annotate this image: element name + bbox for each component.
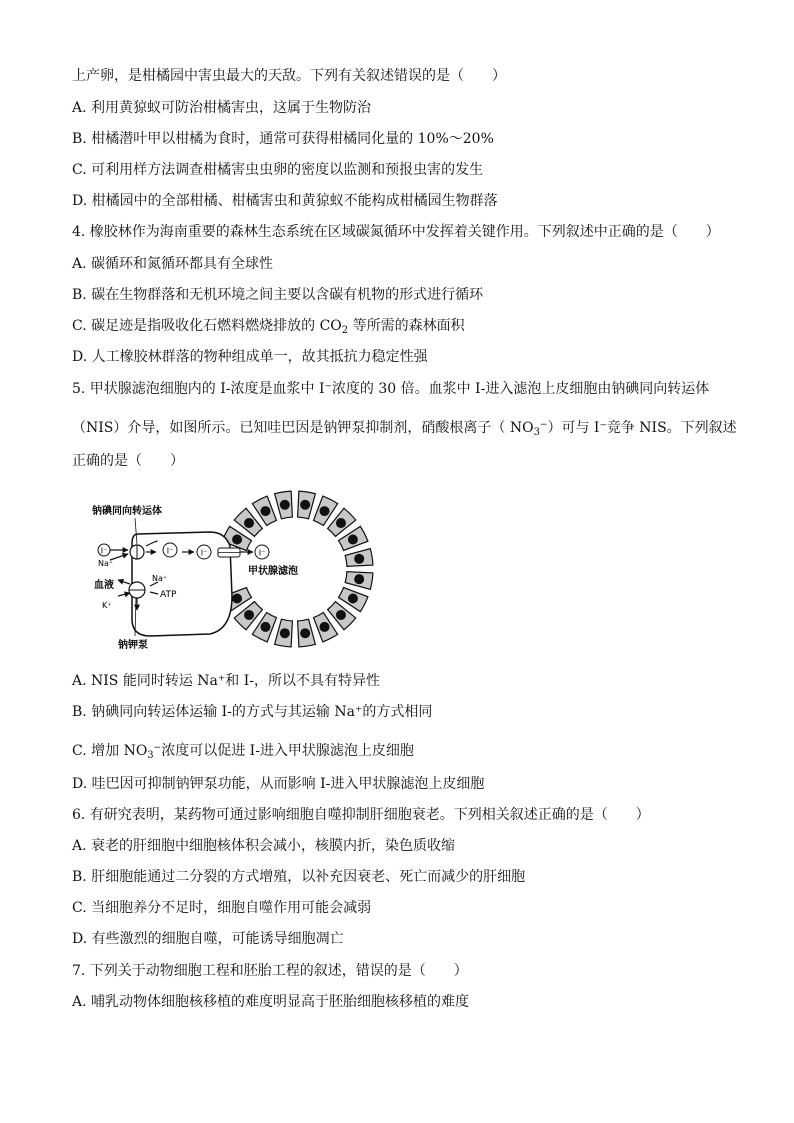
- arrow-icon: [118, 593, 130, 596]
- text-line: 上产卵，是柑橘园中害虫最大的天敌。下列有关叙述错误的是（ ）: [72, 68, 506, 84]
- superscript: −: [153, 743, 162, 753]
- epithelial-cell: [132, 532, 232, 636]
- option-c: C. 可利用样方法调查柑橘害虫虫卵的密度以监测和预报虫害的发生: [72, 162, 484, 178]
- cell-nucleus: [348, 594, 358, 604]
- question-6: 6. 有研究表明，某药物可通过影响细胞自噬抑制肝细胞衰老。下列相关叙述正确的是（ ）: [72, 807, 650, 823]
- ion-label: I⁻: [100, 546, 108, 556]
- label-nis: 钠碘同向转运体: [92, 506, 162, 517]
- label-na: Na⁺: [98, 559, 114, 568]
- cell-nucleus: [280, 500, 290, 510]
- question-5: 5. 甲状腺滤泡细胞内的 I-浓度是血浆中 I⁻浓度的 30 倍。血浆中 I-进入滤泡上皮细胞由钠碘同向转运体: [72, 381, 710, 397]
- text-segment: 浓度可以促进 I-进入甲状腺滤泡上皮细胞: [161, 743, 414, 759]
- cell-nucleus: [336, 610, 346, 620]
- text-segment: C. 增加 NO: [72, 743, 148, 759]
- cell-nucleus: [354, 574, 364, 584]
- label-na: Na⁺: [152, 574, 168, 583]
- cell-nucleus: [320, 622, 330, 632]
- cell-nucleus: [244, 518, 254, 528]
- option-a: A. 衰老的肝细胞中细胞核体积会减小，核膜内折，染色质收缩: [72, 838, 456, 854]
- text-segment: （NIS）介导，如图所示。已知哇巴因是钠钾泵抑制剂，硝酸根离子（ NO: [72, 420, 534, 436]
- arrow-icon: [118, 580, 130, 584]
- text-segment: 等所需的森林面积: [348, 318, 465, 334]
- option-d: D. 柑橘园中的全部柑橘、柑橘害虫和黄猄蚁不能构成柑橘园生物群落: [72, 193, 498, 209]
- question-4: 4. 橡胶林作为海南重要的森林生态系统在区域碳氮循环中发挥着关键作用。下列叙述中正确的是（ ）: [72, 224, 720, 240]
- label-atp: ATP: [160, 590, 177, 600]
- option-b: B. 碳在生物群落和无机环境之间主要以含碳有机物的形式进行循环: [72, 287, 484, 303]
- cell-nucleus: [336, 518, 346, 528]
- question-5-cont: 正确的是（ ）: [72, 453, 184, 469]
- text-segment: ）可与 I⁻竞争 NIS。下列叙述: [547, 420, 737, 436]
- option-a: A. 碳循环和氮循环都具有全球性: [72, 256, 274, 272]
- label-follicle: 甲状腺滤泡: [248, 566, 298, 577]
- subscript: 3: [147, 750, 154, 761]
- cell-nucleus: [232, 594, 242, 604]
- option-a: A. 哺乳动物体细胞核移植的难度明显高于胚胎细胞核移植的难度: [72, 994, 470, 1010]
- option-d: D. 人工橡胶林群落的物种组成单一，故其抵抗力稳定性强: [72, 349, 428, 365]
- option-b: B. 柑橘潜叶甲以柑橘为食时，通常可获得柑橘同化量的 10%～20%: [72, 131, 494, 147]
- cell-nucleus: [280, 628, 290, 638]
- option-b: B. 肝细胞能通过二分裂的方式增殖，以补充因衰老、死亡而减少的肝细胞: [72, 869, 526, 885]
- option-a: A. NIS 能同时转运 Na⁺和 I-，所以不具有特异性: [72, 673, 380, 689]
- cell-nucleus: [354, 554, 364, 564]
- ion-label: I⁻: [166, 546, 174, 556]
- option-b: B. 钠碘同向转运体运输 I-的方式与其运输 Na⁺的方式相同: [72, 704, 433, 720]
- cell-nucleus: [300, 500, 310, 510]
- question-5-cont: [72, 416, 737, 442]
- option-d: D. 哇巴因可抑制钠钾泵功能，从而影响 I-进入甲状腺滤泡上皮细胞: [72, 776, 485, 792]
- option-c: [72, 739, 414, 765]
- option-c: C. 当细胞养分不足时，细胞自噬作用可能会减弱: [72, 900, 372, 916]
- ion-label: I⁻: [258, 548, 266, 558]
- label-pump: 钠钾泵: [118, 640, 148, 651]
- question-7: 7. 下列关于动物细胞工程和胚胎工程的叙述，错误的是（ ）: [72, 963, 468, 979]
- text-segment: C. 碳足迹是指吸收化石燃料燃烧排放的 CO: [72, 318, 342, 334]
- subscript: 3: [533, 427, 540, 438]
- option-c: [72, 317, 465, 340]
- ion-label: I⁻: [200, 548, 208, 558]
- subscript: 2: [341, 325, 349, 336]
- option-a: A. 利用黄猄蚁可防治柑橘害虫，这属于生物防治: [72, 100, 372, 116]
- cell-nucleus: [232, 534, 242, 544]
- nis-transport-diagram: [90, 484, 380, 654]
- cell-nucleus: [244, 610, 254, 620]
- cell-nucleus: [320, 506, 330, 516]
- label-k: K⁺: [102, 601, 112, 610]
- cell-nucleus: [260, 506, 270, 516]
- option-d: D. 有些激烈的细胞自噬，可能诱导细胞凋亡: [72, 931, 344, 947]
- superscript: −: [539, 420, 548, 430]
- cell-nucleus: [260, 622, 270, 632]
- cell-nucleus: [300, 628, 310, 638]
- label-blood: 血液: [94, 580, 114, 591]
- cell-nucleus: [348, 534, 358, 544]
